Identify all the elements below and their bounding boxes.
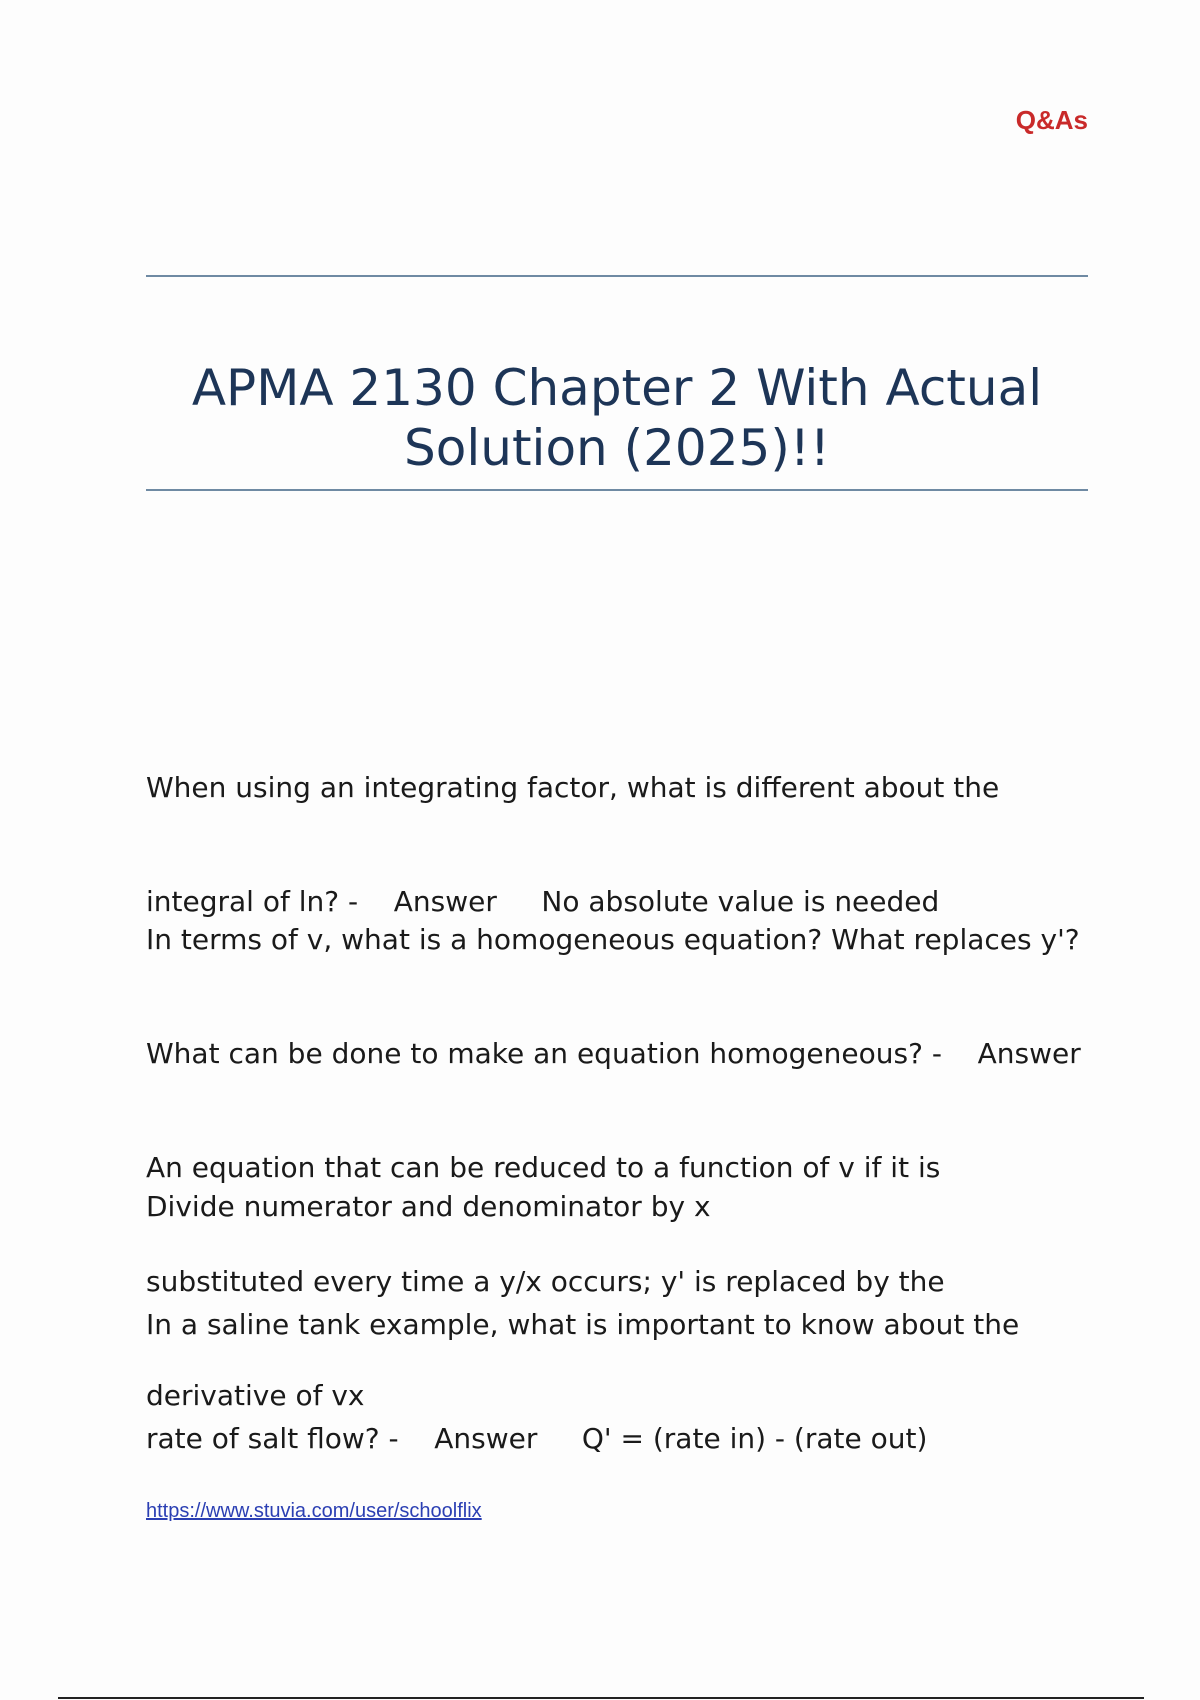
answer-label: Answer: [977, 1037, 1081, 1070]
title-line-2: Solution (2025)!!: [404, 419, 830, 477]
question-tail: What can be done to make an equation homogeneous? -: [146, 1037, 942, 1070]
question-answer-line: [146, 1035, 1096, 1073]
standalone-text: Divide numerator and denominator by x: [146, 1190, 711, 1223]
question-line: When using an integrating factor, what is different about the: [146, 771, 1000, 804]
question-tail: integral of ln? -: [146, 885, 359, 918]
question-line: In a saline tank example, what is important to know about the: [146, 1308, 1020, 1341]
question-tail: rate of salt flow? -: [146, 1422, 399, 1455]
question-answer-line: [146, 1420, 1096, 1458]
answer-text: Q' = (rate in) - (rate out): [581, 1422, 928, 1455]
qa-item-4: [146, 1230, 1096, 1496]
answer-line: derivative of vx: [146, 1379, 365, 1412]
title-top-rule: [146, 275, 1088, 277]
answer-label: Answer: [393, 885, 497, 918]
answer-label: Answer: [434, 1422, 538, 1455]
qas-tag: Q&As: [1015, 105, 1088, 135]
stuvia-profile-link[interactable]: https://www.stuvia.com/user/schoolflix: [146, 1500, 482, 1522]
question-line: In terms of v, what is a homogeneous equation? What replaces y'?: [146, 923, 1080, 956]
title-line-1: APMA 2130 Chapter 2 With Actual: [191, 359, 1043, 417]
answer-text: No absolute value is needed: [541, 885, 940, 918]
footer-rule: [58, 1697, 1144, 1699]
title-bottom-rule: [146, 489, 1088, 491]
answer-line: substituted every time a y/x occurs; y' is replaced by the: [146, 1265, 945, 1298]
answer-line: An equation that can be reduced to a function of v if it is: [146, 1151, 941, 1184]
document-title: [146, 358, 1088, 478]
